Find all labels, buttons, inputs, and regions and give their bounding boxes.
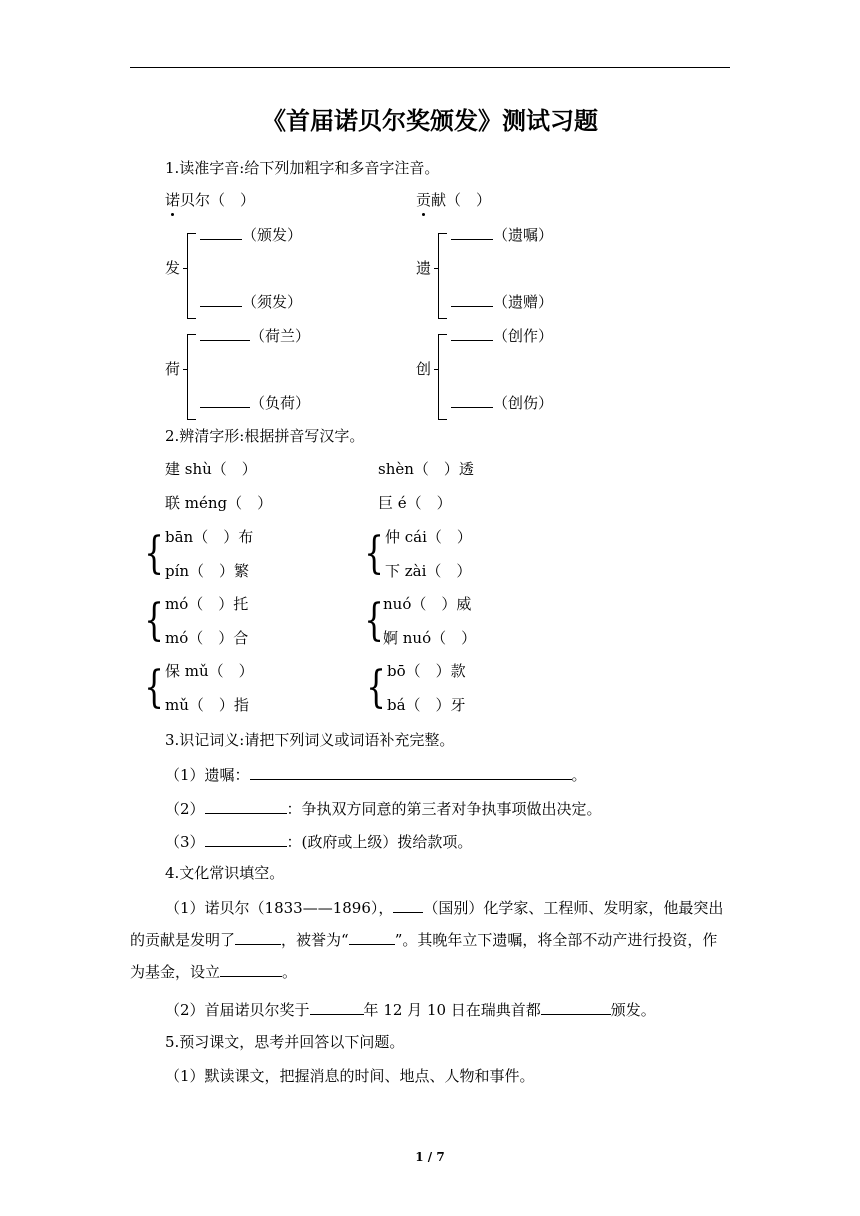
bracket xyxy=(438,233,447,319)
q2-item: 仲 cái（ ） xyxy=(385,528,472,546)
word: （荷兰） xyxy=(250,327,311,345)
word: （负荷） xyxy=(250,394,311,412)
item-label: （3） xyxy=(165,833,205,851)
item-text: 献（ ） xyxy=(431,191,492,209)
q4-heading: 4.文化常识填空。 xyxy=(165,864,285,882)
q3-item-2 xyxy=(165,797,602,819)
curly-brace: { xyxy=(364,595,384,646)
q2-item: nuó（ ）威 xyxy=(383,595,472,613)
para-text: （国别）化学家、工程师、发明家，他最突出的贡献是发明了 xyxy=(130,899,724,949)
blank[interactable] xyxy=(200,223,242,240)
q5-heading: 5.预习课文，思考并回答以下问题。 xyxy=(165,1033,405,1051)
item-text: 。 xyxy=(571,766,587,784)
q3-item-3 xyxy=(165,830,472,852)
answer-line xyxy=(451,290,553,312)
q2-item: bān（ ）布 xyxy=(165,528,254,546)
word: （颁发） xyxy=(242,226,303,244)
blank[interactable] xyxy=(451,391,493,408)
answer-line xyxy=(451,324,553,346)
para-text: ”。其晚年立下遗嘱，将全部不动产进行投资，作为基金，设立 xyxy=(130,931,718,981)
q2-item: 巨 é（ ） xyxy=(378,494,452,512)
item-text: 贝尔（ ） xyxy=(180,191,256,209)
q1-gong-item xyxy=(416,190,491,210)
q2-item: bō（ ）款 xyxy=(387,662,466,680)
bracket xyxy=(187,334,196,420)
header-rule xyxy=(130,67,730,68)
polyphone-char: 创 xyxy=(416,360,432,378)
word: （创伤） xyxy=(493,394,554,412)
blank[interactable] xyxy=(235,928,281,945)
q2-item: mǔ（ ）指 xyxy=(165,696,249,714)
dotted-char: 诺 xyxy=(165,191,181,209)
curly-brace: { xyxy=(364,528,384,579)
answer-line xyxy=(200,223,302,245)
q2-item: 婀 nuó（ ） xyxy=(383,629,477,647)
q4-paragraph-2 xyxy=(165,998,656,1020)
curly-brace: { xyxy=(144,662,164,713)
answer-line xyxy=(200,290,302,312)
q2-item: 下 zài（ ） xyxy=(385,562,472,580)
q2-item: mó（ ）托 xyxy=(165,595,249,613)
q1-heading: 1.读准字音:给下列加粗字和多音字注音。 xyxy=(165,159,440,177)
bracket-tip xyxy=(183,369,188,370)
item-label: （2） xyxy=(165,800,205,818)
item-text: ：(政府或上级）拨给款项。 xyxy=(286,833,473,851)
page-number: 1 / 7 xyxy=(415,1150,445,1164)
item-text: ：争执双方同意的第三者对争执事项做出决定。 xyxy=(286,800,602,818)
blank[interactable] xyxy=(349,928,395,945)
q2-heading: 2.辨清字形:根据拼音写汉字。 xyxy=(165,427,365,445)
word: （遗赠） xyxy=(493,293,554,311)
blank[interactable] xyxy=(541,998,611,1015)
q2-item: bá（ ）牙 xyxy=(387,696,466,714)
para-text: （1）诺贝尔（1833——1896）， xyxy=(165,899,394,917)
blank[interactable] xyxy=(205,830,287,847)
polyphone-char: 荷 xyxy=(165,360,181,378)
q2-item: mó（ ）合 xyxy=(165,629,249,647)
bracket xyxy=(187,233,196,319)
answer-line xyxy=(200,324,310,346)
q2-item: 建 shù（ ） xyxy=(165,460,257,478)
para-text: （2）首届诺贝尔奖于 xyxy=(165,1001,310,1019)
para-text: 颁发。 xyxy=(610,1001,656,1019)
word: （须发） xyxy=(242,293,303,311)
q1-nuo-item xyxy=(165,190,255,210)
blank[interactable] xyxy=(200,324,250,341)
polyphone-char: 发 xyxy=(165,259,181,277)
blank[interactable] xyxy=(451,290,493,307)
blank[interactable] xyxy=(220,960,282,977)
q3-item-1 xyxy=(165,763,587,785)
para-text: 年 12 月 10 日在瑞典首都 xyxy=(363,1001,541,1019)
curly-brace: { xyxy=(144,528,164,579)
bracket-tip xyxy=(434,369,439,370)
blank[interactable] xyxy=(451,324,493,341)
item-text: shèn（ ）透 xyxy=(378,460,474,478)
blank[interactable] xyxy=(393,896,423,913)
curly-brace: { xyxy=(144,595,164,646)
bracket-tip xyxy=(183,268,188,269)
blank[interactable] xyxy=(200,290,242,307)
dotted-char: 贡 xyxy=(416,191,432,209)
q2-item xyxy=(378,459,474,479)
blank[interactable] xyxy=(250,763,572,780)
blank[interactable] xyxy=(310,998,364,1015)
blank[interactable] xyxy=(451,223,493,240)
word: （遗嘱） xyxy=(493,226,554,244)
bracket xyxy=(438,334,447,420)
answer-line xyxy=(451,391,553,413)
answer-line xyxy=(200,391,310,413)
q2-item: 保 mǔ（ ） xyxy=(165,662,254,680)
para-text: 。 xyxy=(282,963,298,981)
polyphone-char: 遗 xyxy=(416,259,432,277)
q2-item: pín（ ）繁 xyxy=(165,562,250,580)
page-title: 《首届诺贝尔奖颁发》测试习题 xyxy=(262,107,598,135)
curly-brace: { xyxy=(366,662,386,713)
item-label: （1）遗嘱： xyxy=(165,766,250,784)
bracket-tip xyxy=(434,268,439,269)
answer-line xyxy=(451,223,553,245)
q3-heading: 3.识记词义:请把下列词义或词语补充完整。 xyxy=(165,731,455,749)
blank[interactable] xyxy=(200,391,250,408)
para-text: ，被誉为“ xyxy=(281,931,349,949)
q5-item-1: （1）默读课文，把握消息的时间、地点、人物和事件。 xyxy=(165,1067,535,1085)
word: （创作） xyxy=(493,327,554,345)
q2-item: 联 méng（ ） xyxy=(165,494,273,512)
blank[interactable] xyxy=(205,797,287,814)
q4-paragraph-1 xyxy=(130,892,730,988)
